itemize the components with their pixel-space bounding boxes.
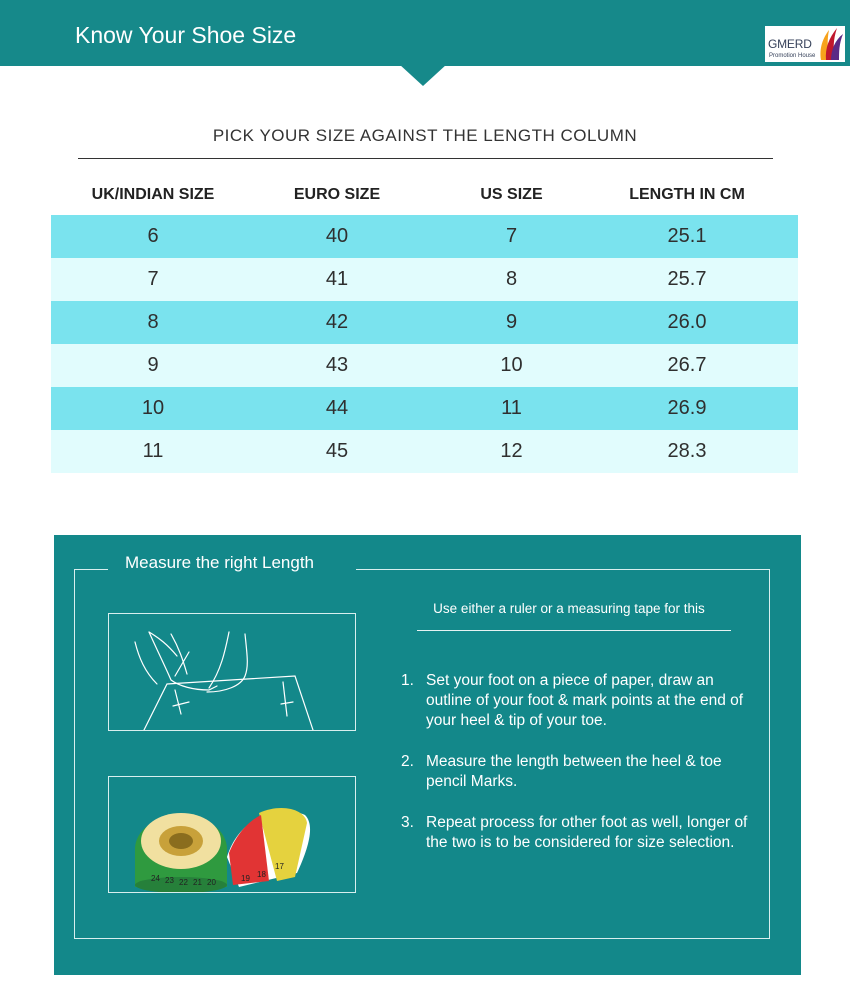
step-number: 1. (401, 672, 414, 689)
flame-logo-icon (817, 26, 845, 62)
page-title: Know Your Shoe Size (75, 22, 297, 48)
step-number: 2. (401, 753, 414, 770)
tool-tip-text: Use either a ruler or a measuring tape for this (433, 601, 705, 616)
logo-subtext: Promotion House (769, 53, 816, 59)
tape-number: 17 (275, 862, 284, 871)
list-item (401, 752, 761, 792)
table-header-row (51, 182, 798, 215)
column-header: EURO SIZE (293, 186, 381, 203)
uk-size-cell: 11 (142, 440, 164, 462)
uk-size-cell: 6 (147, 225, 159, 247)
logo-text: GMERD (768, 37, 812, 51)
table-row (51, 258, 798, 301)
uk-size-cell: 7 (147, 268, 159, 290)
column-header: LENGTH IN CM (629, 186, 745, 203)
euro-size-cell: 40 (325, 225, 349, 247)
measure-title: Measure the right Length (125, 553, 315, 572)
tape-number: 20 (207, 878, 216, 887)
title-divider (78, 158, 773, 159)
length-cell: 25.7 (667, 268, 707, 290)
us-size-cell: 9 (505, 311, 518, 333)
foot-tracing-illustration-icon (109, 614, 355, 730)
instruction-list (401, 671, 761, 874)
table-row (51, 215, 798, 258)
foot-tracing-image (108, 613, 356, 731)
us-size-cell: 11 (501, 397, 522, 419)
table-row (51, 344, 798, 387)
header-banner (0, 0, 850, 66)
step-text: Repeat process for other foot as well, longer of the two is to be considered for size selection. (426, 814, 748, 851)
step-text: Measure the length between the heel & toe pencil Marks. (426, 753, 722, 790)
length-cell: 26.9 (667, 397, 707, 419)
uk-size-cell: 9 (147, 354, 159, 376)
list-item (401, 813, 761, 853)
uk-size-cell: 8 (147, 311, 159, 333)
us-size-cell: 10 (500, 354, 523, 376)
euro-size-cell: 43 (325, 354, 349, 376)
uk-size-cell: 10 (141, 397, 165, 419)
euro-size-cell: 42 (325, 311, 349, 333)
euro-size-cell: 45 (325, 440, 349, 462)
euro-size-cell: 41 (325, 268, 349, 290)
tape-number: 21 (193, 878, 202, 887)
size-chart-title: PICK YOUR SIZE AGAINST THE LENGTH COLUMN (212, 126, 638, 145)
length-cell: 25.1 (667, 225, 707, 247)
tape-number: 18 (257, 870, 266, 879)
length-cell: 26.7 (667, 354, 707, 376)
brand-logo (765, 26, 845, 62)
column-header: UK/INDIAN SIZE (91, 186, 215, 203)
table-row (51, 301, 798, 344)
header-pointer (399, 64, 447, 86)
tape-number: 24 (151, 874, 160, 883)
list-item (401, 671, 761, 731)
us-size-cell: 7 (505, 225, 518, 247)
step-number: 3. (401, 814, 414, 831)
size-table (51, 182, 798, 473)
length-cell: 26.0 (667, 311, 707, 333)
us-size-cell: 8 (505, 268, 518, 290)
us-size-cell: 12 (500, 440, 523, 462)
table-row (51, 387, 798, 430)
tape-number: 22 (179, 878, 188, 887)
measuring-tape-icon (109, 777, 355, 892)
column-header: US SIZE (480, 186, 543, 203)
length-cell: 28.3 (667, 440, 707, 462)
tape-number: 19 (241, 874, 250, 883)
tip-divider (417, 630, 731, 631)
euro-size-cell: 44 (325, 397, 349, 419)
step-text: Set your foot on a piece of paper, draw an outline of your foot & mark points at the end of your heel & tip of your toe. (426, 672, 744, 729)
tape-number: 23 (165, 876, 174, 885)
measuring-tape-box (108, 776, 356, 893)
table-row (51, 430, 798, 473)
measure-panel (54, 535, 801, 975)
